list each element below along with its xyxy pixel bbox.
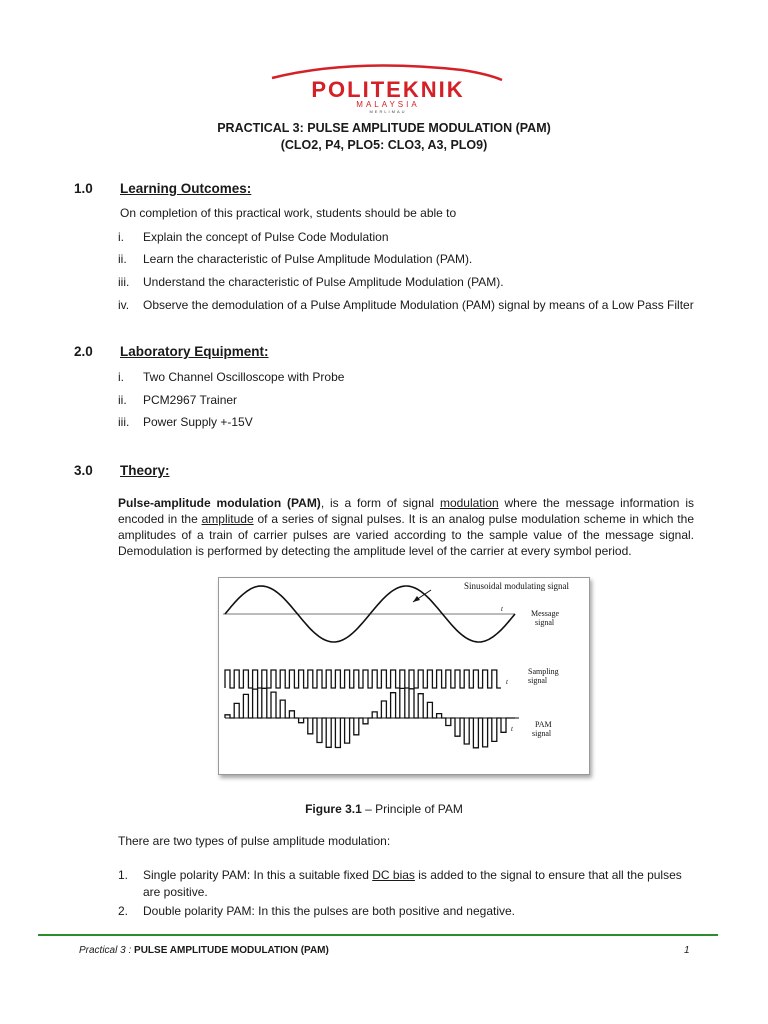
pam-figure	[218, 577, 590, 775]
label-t-pam: t	[511, 725, 513, 733]
arrow-head	[413, 596, 420, 602]
label-sinusoidal: Sinusoidal modulating signal	[464, 581, 569, 591]
list-item: iii. Understand the characteristic of Pulse Amplitude Modulation (PAM).	[118, 275, 504, 289]
label-pam-signal: signal	[532, 729, 552, 738]
practical-title: PRACTICAL 3: PULSE AMPLITUDE MODULATION (PAM)	[217, 121, 551, 135]
label-sampling-signal: signal	[528, 676, 548, 685]
label-pam: PAM	[535, 720, 552, 729]
outcomes-intro: On completion of this practical work, students should be able to	[120, 206, 457, 220]
types-intro: There are two types of pulse amplitude modulation:	[118, 834, 391, 848]
theory-paragraph: Pulse-amplitude modulation (PAM), is a form of signal modulation where the message information is encoded in the amplitude of a series of signal pulses. It is an analog pulse modulation scheme in which the amplitudes of a train of carrier pulses are varied according to the sample value of the message signal. Demodulation is performed by detecting the amplitude level of the carrier at every symbol period.	[118, 496, 694, 558]
list-item: iv. Observe the demodulation of a Pulse Amplitude Modulation (PAM) signal by means of a Low Pass Filter	[118, 298, 694, 312]
figure-caption: Figure 3.1 – Principle of PAM	[305, 802, 463, 816]
page-number: 1	[684, 945, 690, 956]
list-item: ii. PCM2967 Trainer	[118, 393, 238, 407]
section-heading-learning-outcomes: Learning Outcomes:	[120, 181, 252, 196]
practical-subtitle: (CLO2, P4, PLO5: CLO3, A3, PLO9)	[280, 138, 488, 152]
svg-text:MALAYSIA: MALAYSIA	[356, 100, 420, 109]
list-item: 1. Single polarity PAM: In this a suitable fixed DC bias is added to the signal to ensure that all the pulses are positive.	[118, 868, 682, 899]
label-t-sampling: t	[506, 678, 508, 686]
section-heading-theory: Theory:	[120, 463, 170, 478]
section-number: 2.0	[74, 344, 93, 359]
list-item: i. Two Channel Oscilloscope with Probe	[118, 370, 345, 384]
list-item: iii. Power Supply +-15V	[118, 415, 253, 429]
section-number: 1.0	[74, 181, 93, 196]
list-item: i. Explain the concept of Pulse Code Modulation	[118, 230, 389, 244]
list-item: ii. Learn the characteristic of Pulse Amplitude Modulation (PAM).	[118, 252, 473, 266]
section-number: 3.0	[74, 463, 93, 478]
svg-text:POLITEKNIK: POLITEKNIK	[311, 77, 465, 102]
pam-signal-wave	[225, 688, 515, 748]
label-t-message: t	[501, 605, 503, 613]
list-item: 2. Double polarity PAM: In this the pulses are both positive and negative.	[118, 904, 515, 918]
footer-divider	[38, 934, 718, 936]
svg-text:MERLIMAU: MERLIMAU	[369, 109, 407, 114]
label-message: Message	[531, 609, 559, 618]
label-sampling: Sampling	[528, 667, 559, 676]
sampling-signal-wave	[225, 670, 501, 688]
politeknik-logo	[262, 64, 514, 114]
pam-waveform-diagram	[219, 578, 589, 774]
label-message-signal: signal	[535, 618, 555, 627]
footer-title: Practical 3 : PULSE AMPLITUDE MODULATION (PAM)	[79, 945, 329, 956]
section-heading-laboratory-equipment: Laboratory Equipment:	[120, 344, 269, 359]
